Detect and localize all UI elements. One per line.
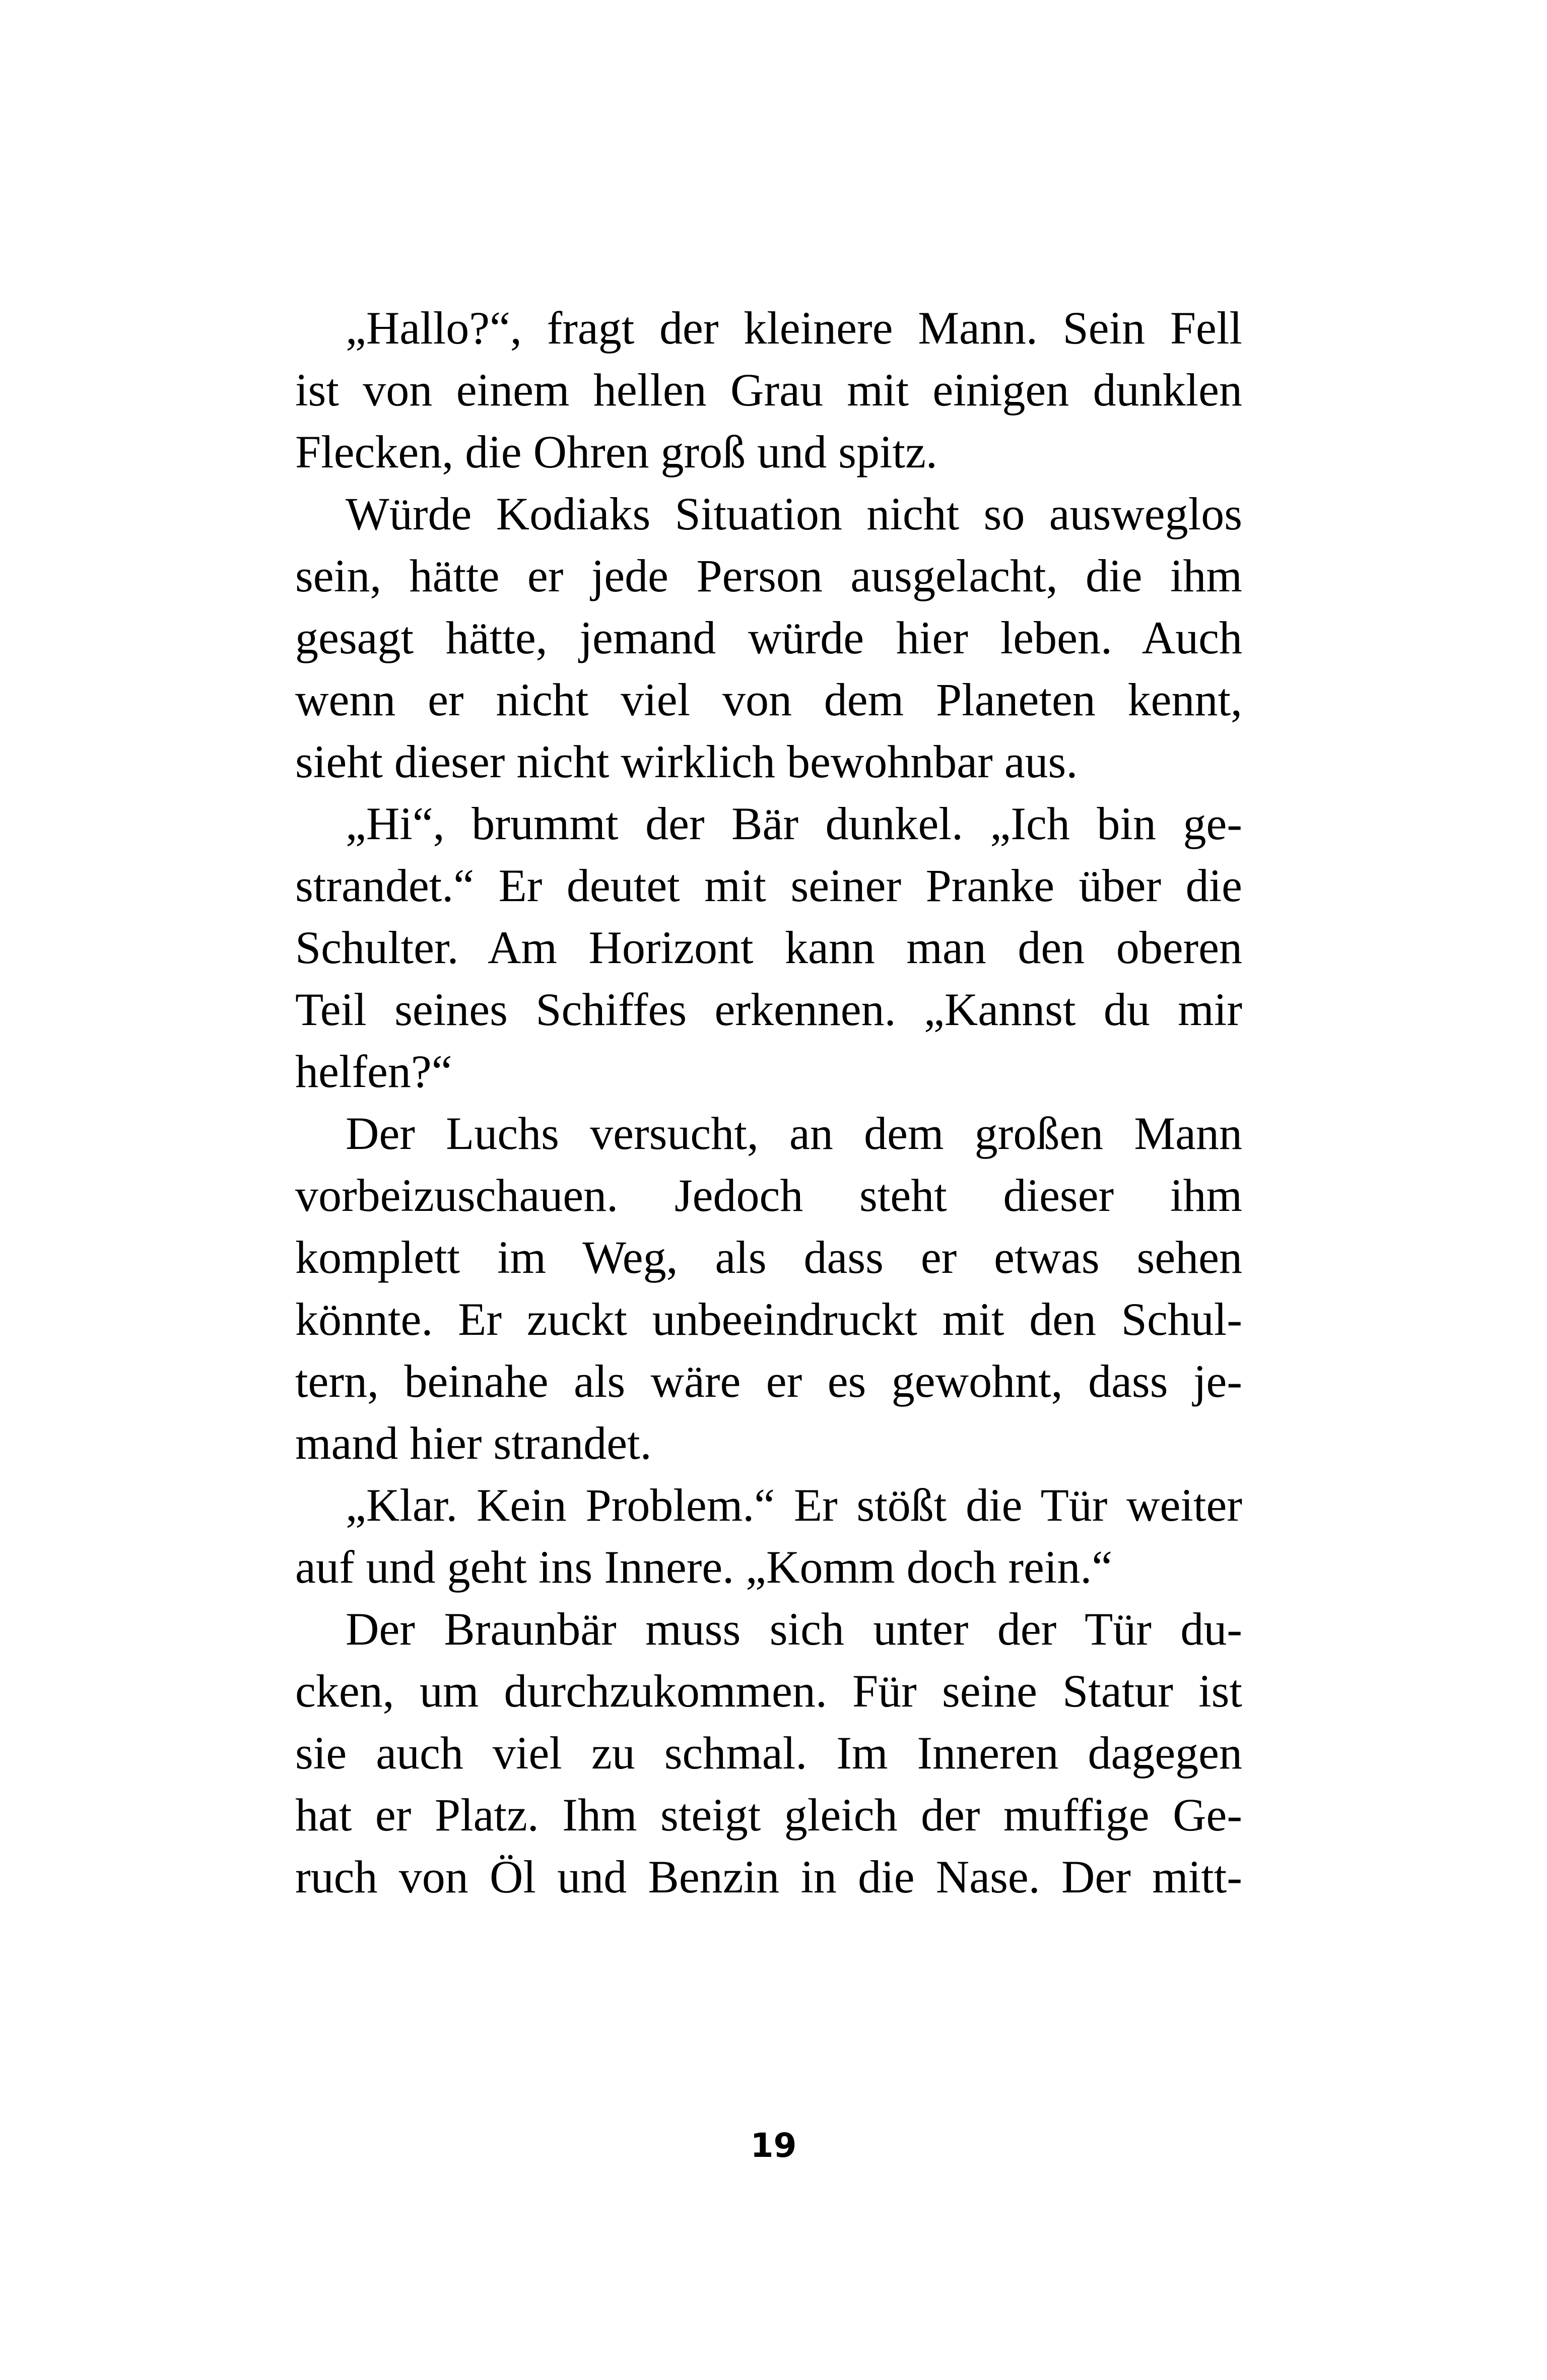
- text-line: Flecken, die Ohren groß und spitz.: [295, 426, 937, 478]
- text-line: Würde Kodiaks Situation nicht so ausweglos: [346, 488, 1242, 539]
- text-line: ruch von Öl und Benzin in die Nase. Der mitt-: [295, 1851, 1242, 1902]
- page-number: 19: [750, 2126, 797, 2165]
- text-line: wenn er nicht viel von dem Planeten kennt,: [295, 674, 1242, 725]
- body-text: [295, 297, 1242, 1908]
- text-line: cken, um durchzukommen. Für seine Statur ist: [295, 1665, 1242, 1717]
- text-line: könnte. Er zuckt unbeeindruckt mit den Schul-: [295, 1294, 1242, 1345]
- text-line: Der Braunbär muss sich unter der Tür du-: [346, 1603, 1242, 1655]
- text-line: auf und geht ins Innere. „Komm doch rein.“: [295, 1541, 1113, 1593]
- text-line: hat er Platz. Ihm steigt gleich der muffige Ge-: [295, 1789, 1242, 1841]
- text-line: „Klar. Kein Problem.“ Er stößt die Tür weiter: [346, 1479, 1242, 1531]
- text-line: komplett im Weg, als dass er etwas sehen: [295, 1232, 1242, 1283]
- text-line: mand hier strandet.: [295, 1417, 652, 1469]
- text-line: sie auch viel zu schmal. Im Inneren dagegen: [295, 1727, 1242, 1779]
- text-line: Der Luchs versucht, an dem großen Mann: [346, 1108, 1242, 1159]
- text-line: strandet.“ Er deutet mit seiner Pranke über die: [295, 860, 1242, 911]
- text-line: „Hi“, brummt der Bär dunkel. „Ich bin ge-: [346, 798, 1242, 849]
- text-line: tern, beinahe als wäre er es gewohnt, dass je-: [295, 1355, 1242, 1407]
- text-line: ist von einem hellen Grau mit einigen dunklen: [295, 364, 1242, 416]
- text-line: sieht dieser nicht wirklich bewohnbar aus.: [295, 736, 1078, 787]
- text-line: gesagt hätte, jemand würde hier leben. Auch: [295, 612, 1242, 663]
- text-line: helfen?“: [295, 1046, 452, 1097]
- text-line: Teil seines Schiffes erkennen. „Kannst du mir: [295, 984, 1242, 1035]
- text-line: sein, hätte er jede Person ausgelacht, die ihm: [295, 550, 1242, 601]
- text-line: „Hallo?“, fragt der kleinere Mann. Sein Fell: [346, 302, 1242, 354]
- text-line: vorbeizuschauen. Jedoch steht dieser ihm: [295, 1170, 1242, 1221]
- text-line: Schulter. Am Horizont kann man den oberen: [295, 922, 1242, 973]
